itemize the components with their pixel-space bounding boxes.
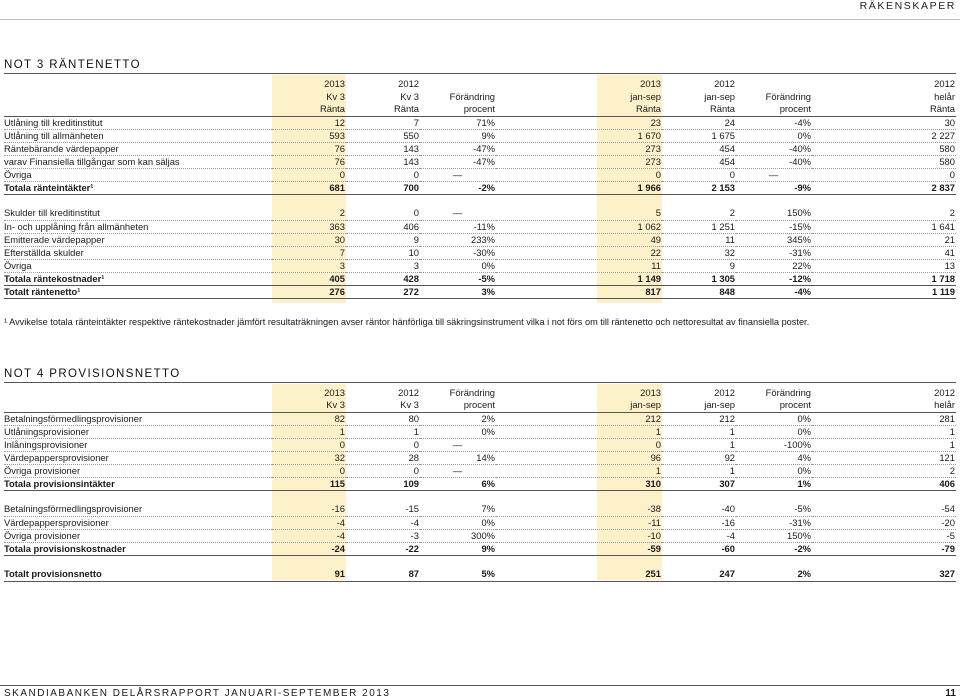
value-cell: 428 (346, 272, 420, 285)
table-row (4, 129, 956, 142)
table-row (4, 116, 956, 129)
value-cell: 9 (662, 259, 736, 272)
table-row (4, 438, 956, 451)
value-cell: 11 (662, 233, 736, 246)
value-cell: 405 (272, 272, 346, 285)
total-row (4, 285, 956, 298)
value-cell: 273 (496, 155, 662, 168)
value-cell: 143 (346, 142, 420, 155)
row-label: Totalt räntenetto¹ (4, 285, 272, 298)
table-row (4, 220, 956, 233)
value-cell: 1 251 (662, 220, 736, 233)
value-cell: 0% (736, 129, 812, 142)
value-cell: 406 (812, 477, 956, 490)
row-label: In- och upplåning från allmänheten (4, 220, 272, 233)
value-cell: -30% (420, 246, 496, 259)
note4-title: NOT 4 PROVISIONSNETTO (4, 368, 181, 380)
note3-footnote: ¹ Avvikelse totala ränteintäkter respektive räntekostnader jämfört resultaträkningen avser räntor hänförliga till säkringsinstrument vilka i not förs om till räntenetto och nettoresultat av finansiella poster. (4, 317, 810, 327)
header-cell: Ränta (346, 103, 420, 116)
value-cell: -4 (346, 516, 420, 529)
value-cell: 71% (420, 116, 496, 129)
value-cell: -59 (496, 542, 662, 555)
header-cell: Förändring (449, 90, 495, 102)
value-cell: -22 (346, 542, 420, 555)
header-cell: Kv 3 (272, 399, 346, 412)
value-cell: 1 641 (812, 220, 956, 233)
value-cell: -100% (736, 438, 812, 451)
row-label: Värdepappersprovisioner (4, 516, 272, 529)
value-cell: -47% (420, 155, 496, 168)
value-cell: 247 (662, 568, 736, 581)
value-cell: 30 (272, 233, 346, 246)
header-label-cell (4, 386, 272, 399)
header-cell: jan-sep (496, 399, 662, 412)
row-label: Efterställda skulder (4, 246, 272, 259)
top-bar (0, 0, 960, 20)
value-cell: -10 (496, 529, 662, 542)
row-label: Totalt provisionsnetto (4, 568, 272, 581)
value-cell: -40 (662, 503, 736, 516)
row-label: Övriga provisioner (4, 529, 272, 542)
value-cell: 150% (736, 529, 812, 542)
header-cell: 2012 (398, 386, 419, 398)
header-row (4, 386, 956, 399)
row-label: Totala provisionsintäkter (4, 477, 272, 490)
value-cell: 1 (662, 464, 736, 477)
value-cell: — (736, 168, 812, 181)
value-cell: 22 (496, 246, 662, 259)
table-row (4, 207, 956, 220)
spacer-row (4, 555, 956, 568)
note3-title: NOT 3 RÄNTENETTO (4, 59, 141, 71)
value-cell: -2% (420, 181, 496, 194)
header-cell: procent (736, 103, 812, 116)
spacer-cell (4, 555, 956, 568)
value-cell: -38 (496, 503, 662, 516)
value-cell: 0 (272, 168, 346, 181)
value-cell: -16 (662, 516, 736, 529)
row-label: Övriga (4, 259, 272, 272)
value-cell: 1 670 (496, 129, 662, 142)
value-cell: 212 (662, 412, 736, 425)
value-cell: 580 (812, 155, 956, 168)
header-cell: 2012 (398, 77, 419, 89)
row-label: Skulder till kreditinstitut (4, 207, 272, 220)
value-cell: 0 (662, 168, 736, 181)
value-cell: 76 (272, 155, 346, 168)
footer-rule (0, 685, 960, 686)
value-cell: 406 (346, 220, 420, 233)
row-label: Övriga provisioner (4, 464, 272, 477)
value-cell: 1 (346, 425, 420, 438)
table-row (4, 516, 956, 529)
value-cell: 10 (346, 246, 420, 259)
value-cell: -40% (736, 155, 812, 168)
value-cell: 550 (346, 129, 420, 142)
value-cell: 92 (662, 451, 736, 464)
value-cell: 2 (272, 207, 346, 220)
value-cell: 1 (812, 425, 956, 438)
value-cell: 1 305 (662, 272, 736, 285)
value-cell: -31% (736, 246, 812, 259)
value-cell: 32 (662, 246, 736, 259)
header-cell: procent (736, 399, 812, 412)
value-cell: 2 (812, 464, 956, 477)
section-label: RÄKENSKAPER (859, 0, 956, 12)
table-row (4, 464, 956, 477)
value-cell: — (420, 438, 496, 451)
value-cell: 1 (662, 438, 736, 451)
value-cell: — (420, 168, 496, 181)
value-cell: 121 (812, 451, 956, 464)
header-cell: Förändring (765, 386, 811, 398)
value-cell: 345% (736, 233, 812, 246)
value-cell: -4% (736, 285, 812, 298)
value-cell: 76 (272, 142, 346, 155)
value-cell: 2 153 (662, 181, 736, 194)
header-cell (736, 77, 812, 90)
row-label: Totala räntekostnader¹ (4, 272, 272, 285)
note3-title-rule (4, 73, 956, 74)
header-label-cell (4, 90, 272, 103)
value-cell: 7 (272, 246, 346, 259)
header-cell: 2012 (934, 386, 955, 398)
spacer-row (4, 490, 956, 503)
value-cell: 12 (272, 116, 346, 129)
value-cell: 9% (420, 542, 496, 555)
total-row (4, 477, 956, 490)
value-cell: 2 227 (812, 129, 956, 142)
value-cell: 9 (346, 233, 420, 246)
value-cell: 87 (346, 568, 420, 581)
header-cell: Ränta (272, 103, 346, 116)
value-cell: 2 837 (812, 181, 956, 194)
row-label: Utlåning till allmänheten (4, 129, 272, 142)
value-cell: -31% (736, 516, 812, 529)
value-cell: 273 (496, 142, 662, 155)
value-cell: -5 (812, 529, 956, 542)
value-cell: 276 (272, 285, 346, 298)
value-cell: 0 (346, 207, 420, 220)
value-cell: 3 (346, 259, 420, 272)
value-cell: 1 149 (496, 272, 662, 285)
row-label: Totala ränteintäkter¹ (4, 181, 272, 194)
value-cell: 0 (346, 438, 420, 451)
header-cell: 2013 (640, 77, 661, 89)
top-rule (0, 19, 960, 20)
value-cell: 109 (346, 477, 420, 490)
value-cell: -3 (346, 529, 420, 542)
value-cell: -24 (272, 542, 346, 555)
value-cell: -16 (272, 503, 346, 516)
row-label: Betalningsförmedlingsprovisioner (4, 412, 272, 425)
value-cell: -79 (812, 542, 956, 555)
total-row (4, 181, 956, 194)
row-label: Övriga (4, 168, 272, 181)
header-cell: helår (934, 90, 955, 102)
header-cell: Ränta (662, 103, 736, 116)
value-cell: 91 (272, 568, 346, 581)
header-cell: 2013 (640, 386, 661, 398)
value-cell: 30 (812, 116, 956, 129)
row-label: Utlåningsprovisioner (4, 425, 272, 438)
note4-table (4, 386, 956, 582)
value-cell: -4% (736, 116, 812, 129)
header-cell: Kv 3 (326, 90, 345, 102)
value-cell: 580 (812, 142, 956, 155)
value-cell: 0 (812, 168, 956, 181)
value-cell: -5% (736, 503, 812, 516)
value-cell: 0% (420, 259, 496, 272)
value-cell: 4% (736, 451, 812, 464)
value-cell: 1 (496, 425, 662, 438)
page-footer (0, 685, 960, 700)
value-cell: -47% (420, 142, 496, 155)
header-label-cell (4, 77, 272, 90)
value-cell: 11 (496, 259, 662, 272)
table-row (4, 168, 956, 181)
value-cell: 5% (420, 568, 496, 581)
note3-table (4, 77, 956, 299)
value-cell: 32 (272, 451, 346, 464)
value-cell: 1 (812, 438, 956, 451)
value-cell: 1 062 (496, 220, 662, 233)
value-cell: -2% (736, 542, 812, 555)
value-cell: 3 (272, 259, 346, 272)
value-cell: 7 (346, 116, 420, 129)
row-label: varav Finansiella tillgångar som kan säljas (4, 155, 272, 168)
value-cell: 13 (812, 259, 956, 272)
value-cell: 327 (812, 568, 956, 581)
value-cell: 1 675 (662, 129, 736, 142)
value-cell: 1 (662, 425, 736, 438)
value-cell: 700 (346, 181, 420, 194)
value-cell: 28 (346, 451, 420, 464)
value-cell: -4 (272, 516, 346, 529)
value-cell: 49 (496, 233, 662, 246)
value-cell: 212 (496, 412, 662, 425)
value-cell: 150% (736, 207, 812, 220)
value-cell: 41 (812, 246, 956, 259)
value-cell: 23 (496, 116, 662, 129)
value-cell: 1 966 (496, 181, 662, 194)
value-cell: 115 (272, 477, 346, 490)
header-cell (420, 77, 496, 90)
header-cell: jan-sep (662, 399, 736, 412)
value-cell: 0% (420, 425, 496, 438)
value-cell: 143 (346, 155, 420, 168)
row-label: Emitterade värdepapper (4, 233, 272, 246)
value-cell: 0 (272, 438, 346, 451)
header-cell: Ränta (496, 103, 662, 116)
header-row (4, 103, 956, 116)
value-cell: 272 (346, 285, 420, 298)
value-cell: 1 119 (812, 285, 956, 298)
value-cell: 14% (420, 451, 496, 464)
value-cell: 3% (420, 285, 496, 298)
value-cell: 0% (736, 464, 812, 477)
header-row (4, 399, 956, 412)
table-row (4, 503, 956, 516)
value-cell: 1 (496, 464, 662, 477)
value-cell: 1% (736, 477, 812, 490)
value-cell: 0% (736, 425, 812, 438)
spacer-row (4, 194, 956, 207)
row-label: Inlåningsprovisioner (4, 438, 272, 451)
header-cell: Förändring (765, 90, 811, 102)
value-cell: 0 (346, 464, 420, 477)
value-cell: 9% (420, 129, 496, 142)
footer-report-title: SKANDIABANKEN DELÅRSRAPPORT JANUARI-SEPTEMBER 2013 (4, 688, 391, 699)
value-cell: 593 (272, 129, 346, 142)
value-cell: 363 (272, 220, 346, 233)
total-row (4, 542, 956, 555)
value-cell: 251 (496, 568, 662, 581)
value-cell: -9% (736, 181, 812, 194)
row-label: Utlåning till kreditinstitut (4, 116, 272, 129)
table-row (4, 425, 956, 438)
value-cell: -11 (496, 516, 662, 529)
value-cell: 1 718 (812, 272, 956, 285)
header-cell: helår (812, 399, 956, 412)
value-cell: 310 (496, 477, 662, 490)
header-cell: 2012 (714, 386, 735, 398)
value-cell: 233% (420, 233, 496, 246)
header-row (4, 77, 956, 90)
value-cell: 2 (662, 207, 736, 220)
value-cell: 96 (496, 451, 662, 464)
header-row (4, 90, 956, 103)
header-cell: jan-sep (630, 90, 661, 102)
value-cell: 0 (272, 464, 346, 477)
value-cell: -20 (812, 516, 956, 529)
header-cell: 2012 (934, 77, 955, 89)
value-cell: 300% (420, 529, 496, 542)
value-cell: -11% (420, 220, 496, 233)
value-cell: 80 (346, 412, 420, 425)
header-cell: 2012 (714, 77, 735, 89)
value-cell: 5 (496, 207, 662, 220)
value-cell: -60 (662, 542, 736, 555)
value-cell: -12% (736, 272, 812, 285)
table-row (4, 529, 956, 542)
value-cell: -40% (736, 142, 812, 155)
header-cell: jan-sep (704, 90, 735, 102)
value-cell: 1 (272, 425, 346, 438)
header-cell: Förändring (449, 386, 495, 398)
value-cell: 0% (736, 412, 812, 425)
value-cell: 307 (662, 477, 736, 490)
table-row (4, 259, 956, 272)
value-cell: 0 (496, 168, 662, 181)
value-cell: -15 (346, 503, 420, 516)
header-cell: procent (420, 103, 496, 116)
page-number: 11 (945, 688, 956, 699)
row-label: Räntebärande värdepapper (4, 142, 272, 155)
table-row (4, 233, 956, 246)
header-cell: 2013 (324, 386, 345, 398)
total-row (4, 272, 956, 285)
value-cell: 454 (662, 155, 736, 168)
value-cell: 2% (736, 568, 812, 581)
header-label-cell (4, 399, 272, 412)
header-cell: Kv 3 (346, 399, 420, 412)
value-cell: -5% (420, 272, 496, 285)
value-cell: 7% (420, 503, 496, 516)
header-cell: procent (420, 399, 496, 412)
value-cell: 454 (662, 142, 736, 155)
value-cell: -4 (662, 529, 736, 542)
value-cell: 82 (272, 412, 346, 425)
header-cell: Ränta (812, 103, 956, 116)
value-cell: 6% (420, 477, 496, 490)
table-row (4, 142, 956, 155)
value-cell: 2% (420, 412, 496, 425)
header-cell: 2013 (324, 77, 345, 89)
value-cell: 2 (812, 207, 956, 220)
value-cell: 848 (662, 285, 736, 298)
note4-title-rule (4, 382, 956, 383)
value-cell: 0 (496, 438, 662, 451)
total-row (4, 568, 956, 581)
value-cell: 22% (736, 259, 812, 272)
value-cell: 0% (420, 516, 496, 529)
table-row (4, 451, 956, 464)
value-cell: 817 (496, 285, 662, 298)
value-cell: -4 (272, 529, 346, 542)
table-row (4, 155, 956, 168)
header-label-cell (4, 103, 272, 116)
value-cell: -54 (812, 503, 956, 516)
value-cell: 21 (812, 233, 956, 246)
table-row (4, 246, 956, 259)
value-cell: — (420, 464, 496, 477)
row-label: Värdepappersprovisioner (4, 451, 272, 464)
table-row (4, 412, 956, 425)
value-cell: — (420, 207, 496, 220)
value-cell: 281 (812, 412, 956, 425)
value-cell: -15% (736, 220, 812, 233)
value-cell: 0 (346, 168, 420, 181)
row-label: Betalningsförmedlingsprovisioner (4, 503, 272, 516)
row-label: Totala provisionskostnader (4, 542, 272, 555)
header-cell: Kv 3 (400, 90, 419, 102)
spacer-cell (4, 490, 956, 503)
spacer-cell (4, 194, 956, 207)
value-cell: 24 (662, 116, 736, 129)
value-cell: 681 (272, 181, 346, 194)
